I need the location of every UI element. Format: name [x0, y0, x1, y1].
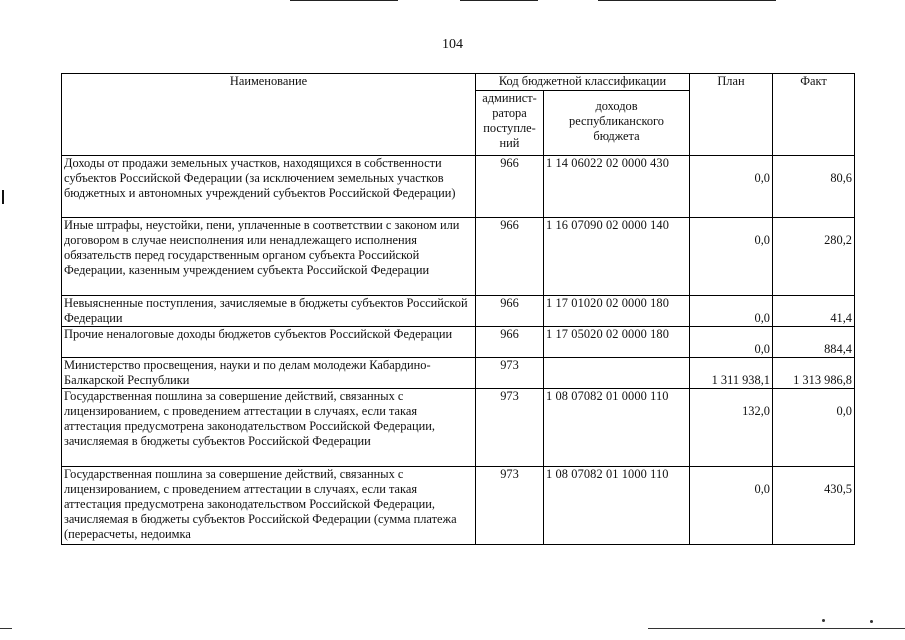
row-fact-value: 884,4 — [824, 342, 852, 356]
row-budget-code: 1 14 06022 02 0000 430 — [544, 156, 690, 218]
row-plan — [690, 156, 773, 218]
row-fact — [773, 218, 855, 296]
row-plan-value: 0,0 — [754, 342, 770, 356]
scan-speck — [870, 620, 873, 623]
row-plan-value: 0,0 — [754, 482, 770, 496]
row-name: Доходы от продажи земельных участков, находящихся в собственности субъектов Российской Федерации (за исключением земельных участков бюджетных и автономных учреждений субъектов Российской Федерации) — [62, 156, 476, 218]
row-plan-value: 0,0 — [754, 233, 770, 247]
row-name: Невыясненные поступления, зачисляемые в бюджеты субъектов Российской Федерации — [62, 296, 476, 327]
header-name: Наименование — [62, 74, 476, 156]
header-revenue: доходов республиканского бюджета — [544, 91, 690, 156]
row-admin-code: 973 — [476, 358, 544, 389]
row-budget-code: 1 08 07082 01 1000 110 — [544, 467, 690, 545]
row-fact-value: 430,5 — [824, 482, 852, 496]
budget-revenue-table — [61, 73, 855, 545]
row-fact-value: 0,0 — [836, 404, 852, 418]
table-row — [62, 327, 855, 358]
scan-bottom-line-left — [0, 628, 12, 629]
scan-top-line-mid — [460, 0, 538, 1]
row-name: Министерство просвещения, науки и по делам молодежи Кабардино-Балкарской Республики — [62, 358, 476, 389]
row-fact-value: 80,6 — [830, 171, 852, 185]
row-plan-value: 132,0 — [742, 404, 770, 418]
row-fact — [773, 467, 855, 545]
row-fact-value: 280,2 — [824, 233, 852, 247]
row-plan-value: 0,0 — [754, 311, 770, 325]
scan-top-line-right — [598, 0, 776, 1]
row-fact — [773, 296, 855, 327]
table-row — [62, 156, 855, 218]
row-plan — [690, 327, 773, 358]
table-row — [62, 218, 855, 296]
row-plan — [690, 389, 773, 467]
row-fact — [773, 327, 855, 358]
row-plan-value: 0,0 — [754, 171, 770, 185]
row-fact — [773, 156, 855, 218]
row-plan — [690, 467, 773, 545]
row-budget-code: 1 16 07090 02 0000 140 — [544, 218, 690, 296]
scan-bottom-line-right — [648, 628, 905, 629]
row-budget-code — [544, 358, 690, 389]
row-fact-value: 41,4 — [830, 311, 852, 325]
row-budget-code: 1 08 07082 01 0000 110 — [544, 389, 690, 467]
table-row — [62, 358, 855, 389]
row-admin-code: 973 — [476, 467, 544, 545]
row-fact — [773, 358, 855, 389]
margin-mark — [2, 190, 4, 204]
row-admin-code: 973 — [476, 389, 544, 467]
table-row — [62, 296, 855, 327]
scan-speck — [822, 619, 825, 622]
row-admin-code: 966 — [476, 218, 544, 296]
row-admin-code: 966 — [476, 327, 544, 358]
row-budget-code: 1 17 01020 02 0000 180 — [544, 296, 690, 327]
row-fact-value: 1 313 986,8 — [793, 373, 852, 387]
scan-top-line-left — [290, 0, 398, 1]
row-plan-value: 1 311 938,1 — [711, 373, 770, 387]
page-number: 104 — [442, 37, 463, 52]
row-budget-code: 1 17 05020 02 0000 180 — [544, 327, 690, 358]
row-plan — [690, 218, 773, 296]
header-plan: План — [690, 74, 773, 156]
header-fact: Факт — [773, 74, 855, 156]
row-name: Государственная пошлина за совершение действий, связанных с лицензированием, с проведением аттестации в случаях, если такая аттестация предусмотрена законодательством Российской Федерации, зачисляемая в бюджеты субъектов Российской Федерации (сумма платежа (перерасчеты, недоимка — [62, 467, 476, 545]
header-admin: админист- ратора поступле- ний — [476, 91, 544, 156]
row-name: Прочие неналоговые доходы бюджетов субъектов Российской Федерации — [62, 327, 476, 358]
row-admin-code: 966 — [476, 296, 544, 327]
header-code-group: Код бюджетной классификации — [476, 74, 690, 91]
row-name: Иные штрафы, неустойки, пени, уплаченные в соответствии с законом или договором в случае неисполнения или ненадлежащего исполнения обязательств перед государственным органом субъекта Российской Федерации, казенным учреждением субъекта Российской Федерации — [62, 218, 476, 296]
row-name: Государственная пошлина за совершение действий, связанных с лицензированием, с проведением аттестации в случаях, если такая аттестация предусмотрена законодательством Российской Федерации, зачисляемая в бюджеты субъектов Российской Федерации — [62, 389, 476, 467]
table-row — [62, 467, 855, 545]
header-row-group — [62, 74, 855, 91]
row-plan — [690, 358, 773, 389]
row-fact — [773, 389, 855, 467]
row-admin-code: 966 — [476, 156, 544, 218]
table-row — [62, 389, 855, 467]
row-plan — [690, 296, 773, 327]
